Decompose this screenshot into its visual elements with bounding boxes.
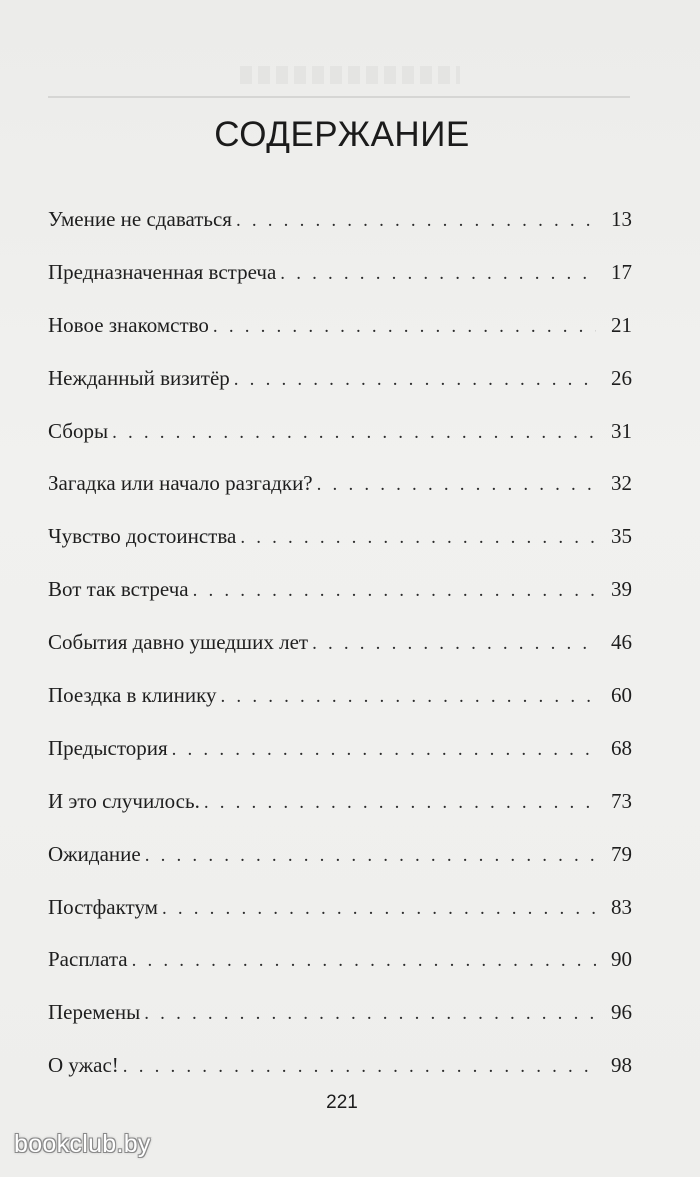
page-title: СОДЕРЖАНИЕ	[214, 115, 470, 154]
toc-entry-title: Поездка в клинику	[48, 683, 217, 708]
toc-dot-leader	[112, 407, 596, 460]
toc-entry-title: Расплата	[48, 947, 128, 972]
toc-entry-page: 46	[611, 630, 632, 655]
toc-entry-page: 98	[611, 1053, 632, 1078]
toc-entry-page: 21	[611, 312, 632, 337]
toc-entry	[48, 933, 632, 986]
site-watermark: bookclub.by	[14, 1130, 151, 1158]
toc-entry-title: Умение не сдаваться	[48, 207, 232, 231]
toc-entry	[48, 828, 632, 881]
toc-entry-title: Ожидание	[48, 841, 141, 866]
toc-dot-leader	[213, 301, 596, 354]
toc-entry-title: Новое знакомство	[48, 312, 209, 337]
toc-dot-leader	[240, 512, 596, 565]
toc-entry	[48, 669, 632, 722]
bleed-through-rule	[48, 96, 630, 98]
toc-dot-leader	[204, 777, 596, 830]
toc-entry	[48, 775, 632, 828]
toc-entry-page: 32	[611, 471, 632, 496]
toc-entry	[48, 457, 632, 510]
toc-dot-leader	[221, 671, 596, 724]
toc-dot-leader	[144, 988, 596, 1041]
toc-entry	[48, 1039, 632, 1092]
toc-entry-page: 68	[611, 735, 632, 760]
toc-entry-title: О ужас!	[48, 1053, 119, 1078]
toc-entry-page: 35	[611, 524, 632, 549]
toc-dot-leader	[123, 1041, 596, 1094]
toc-entry-title: События давно ушедших лет	[48, 630, 309, 655]
toc-entry-title: Перемены	[48, 1000, 141, 1025]
toc-dot-leader	[280, 248, 596, 301]
toc-dot-leader	[312, 618, 596, 671]
toc-entry-page: 83	[611, 894, 632, 919]
toc-entry	[48, 510, 632, 563]
toc-entry-title: Вот так встреча	[48, 577, 189, 602]
toc-entry-page: 13	[611, 207, 632, 231]
toc-entry-page: 90	[611, 947, 632, 972]
bleed-through-header	[240, 66, 460, 84]
toc-entry	[48, 616, 632, 669]
toc-entry-page: 39	[611, 577, 632, 602]
toc-dot-leader	[317, 459, 596, 512]
toc-entry-title: Сборы	[48, 418, 109, 443]
toc-dot-leader	[162, 883, 596, 936]
toc-entry-title: И это случилось.	[48, 788, 200, 813]
toc-entry-page: 73	[611, 788, 632, 813]
page-number: 221	[326, 1092, 358, 1113]
toc-entry	[48, 352, 632, 405]
toc-entry-page: 60	[611, 683, 632, 708]
toc-dot-leader	[236, 195, 596, 248]
toc-entry-page: 17	[611, 259, 632, 284]
toc-entry	[48, 986, 632, 1039]
toc-dot-leader	[132, 935, 596, 988]
toc-entry-title: Предыстория	[48, 735, 168, 760]
toc-entry-title: Нежданный визитёр	[48, 365, 230, 390]
toc-entry	[48, 881, 632, 934]
toc-entry-page: 79	[611, 841, 632, 866]
toc-entry-title: Чувство достоинства	[48, 524, 237, 549]
table-of-contents	[48, 193, 632, 1092]
toc-entry-title: Загадка или начало разгадки?	[48, 471, 313, 496]
toc-entry-title: Предназначенная встреча	[48, 259, 277, 284]
toc-dot-leader	[145, 830, 596, 883]
toc-entry	[48, 299, 632, 352]
toc-dot-leader	[193, 565, 596, 618]
toc-entry-page: 96	[611, 1000, 632, 1025]
toc-entry-page: 31	[611, 418, 632, 443]
toc-entry	[48, 193, 632, 246]
toc-entry	[48, 722, 632, 775]
toc-dot-leader	[234, 354, 596, 407]
toc-entry	[48, 563, 632, 616]
toc-entry	[48, 246, 632, 299]
toc-entry	[48, 405, 632, 458]
toc-dot-leader	[172, 724, 596, 777]
toc-entry-title: Постфактум	[48, 894, 158, 919]
toc-entry-page: 26	[611, 365, 632, 390]
